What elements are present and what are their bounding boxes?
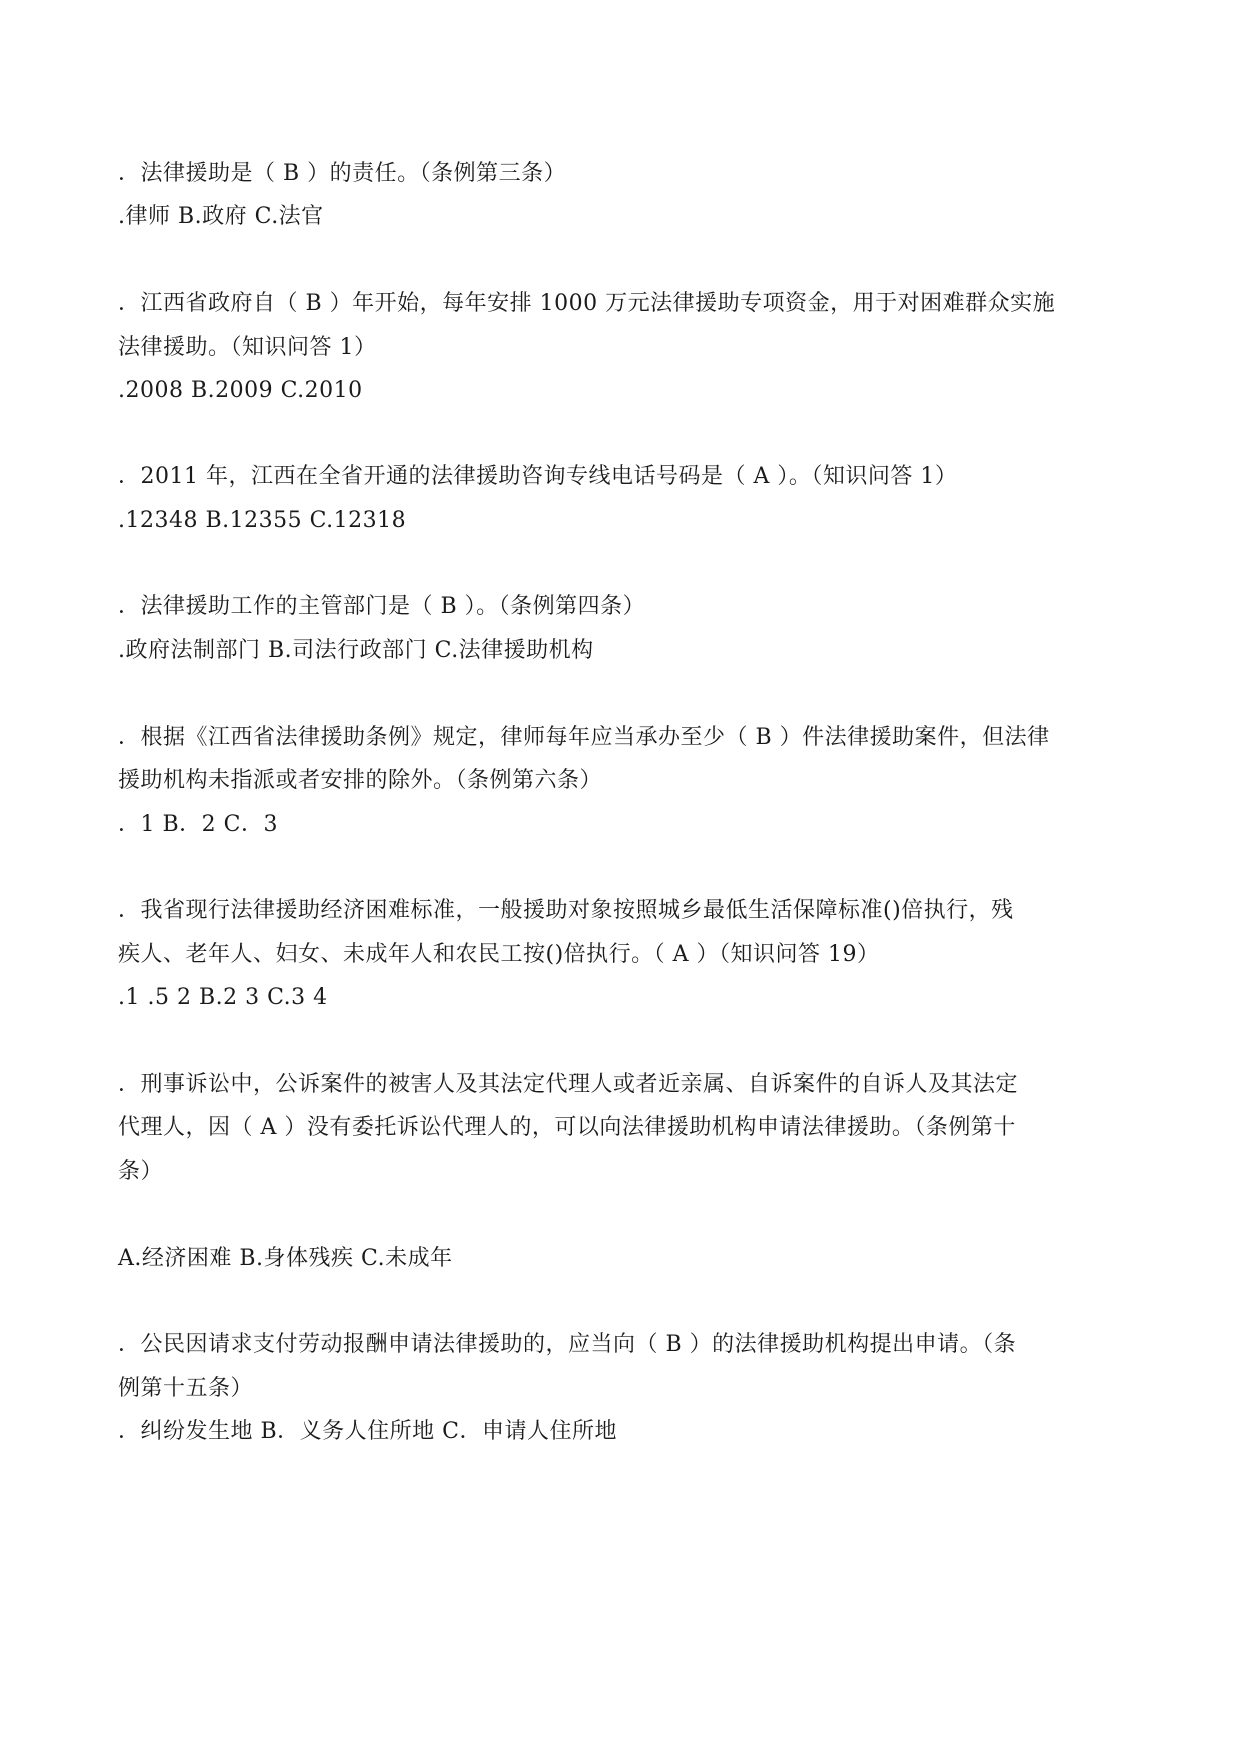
question-5-options: ．1 B．2 C．3 <box>118 812 278 837</box>
question-5-stem-line-2: 援助机构未指派或者安排的除外。（条例第六条） <box>118 768 603 793</box>
question-8-options: ．纠纷发生地 B．义务人住所地 C．申请人住所地 <box>118 1419 617 1444</box>
question-6-stem-line-1: ．我省现行法律援助经济困难标准，一般援助对象按照城乡最低生活保障标准()倍执行，残 <box>118 898 1014 923</box>
question-2-options: .2008 B.2009 C.2010 <box>118 378 363 403</box>
question-7-stem-line-1: ．刑事诉讼中，公诉案件的被害人及其法定代理人或者近亲属、自诉案件的自诉人及其法定 <box>118 1072 1019 1097</box>
question-4-options: .政府法制部门 B.司法行政部门 C.法律援助机构 <box>118 638 594 663</box>
question-5-stem-line-1: ．根据《江西省法律援助条例》规定，律师每年应当承办至少（ B ）件法律援助案件，但法律 <box>118 725 1050 750</box>
question-2-stem-line-2: 法律援助。（知识问答 1） <box>118 335 377 360</box>
question-8-stem-line-2: 例第十五条） <box>118 1376 254 1401</box>
question-1-options: .律师 B.政府 C.法官 <box>118 204 324 229</box>
question-4-stem-line-1: ．法律援助工作的主管部门是（ B ）。（条例第四条） <box>118 594 646 619</box>
question-3-stem-line-1: ．2011 年，江西在全省开通的法律援助咨询专线电话号码是（ A ）。（知识问答 1） <box>118 464 958 489</box>
question-6-stem-line-2: 疾人、老年人、妇女、未成年人和农民工按()倍执行。（ A ）（知识问答 19） <box>118 942 880 967</box>
question-8-stem-line-1: ．公民因请求支付劳动报酬申请法律援助的，应当向（ B ）的法律援助机构提出申请。（条 <box>118 1332 1017 1357</box>
question-7-options: A.经济困难 B.身体残疾 C.未成年 <box>118 1246 453 1271</box>
question-2-stem-line-1: ．江西省政府自（ B ）年开始，每年安排 1000 万元法律援助专项资金，用于对困难群众实施 <box>118 291 1056 316</box>
question-3-options: .12348 B.12355 C.12318 <box>118 508 407 533</box>
question-1-stem-line-1: ．法律援助是（ B ）的责任。（条例第三条） <box>118 161 567 186</box>
question-7-stem-line-2: 代理人，因（ A ）没有委托诉讼代理人的，可以向法律援助机构申请法律援助。（条例第十 <box>118 1115 1016 1140</box>
question-7-stem-line-3: 条） <box>118 1159 164 1184</box>
question-6-options: .1 .5 2 B.2 3 C.3 4 <box>118 985 328 1010</box>
